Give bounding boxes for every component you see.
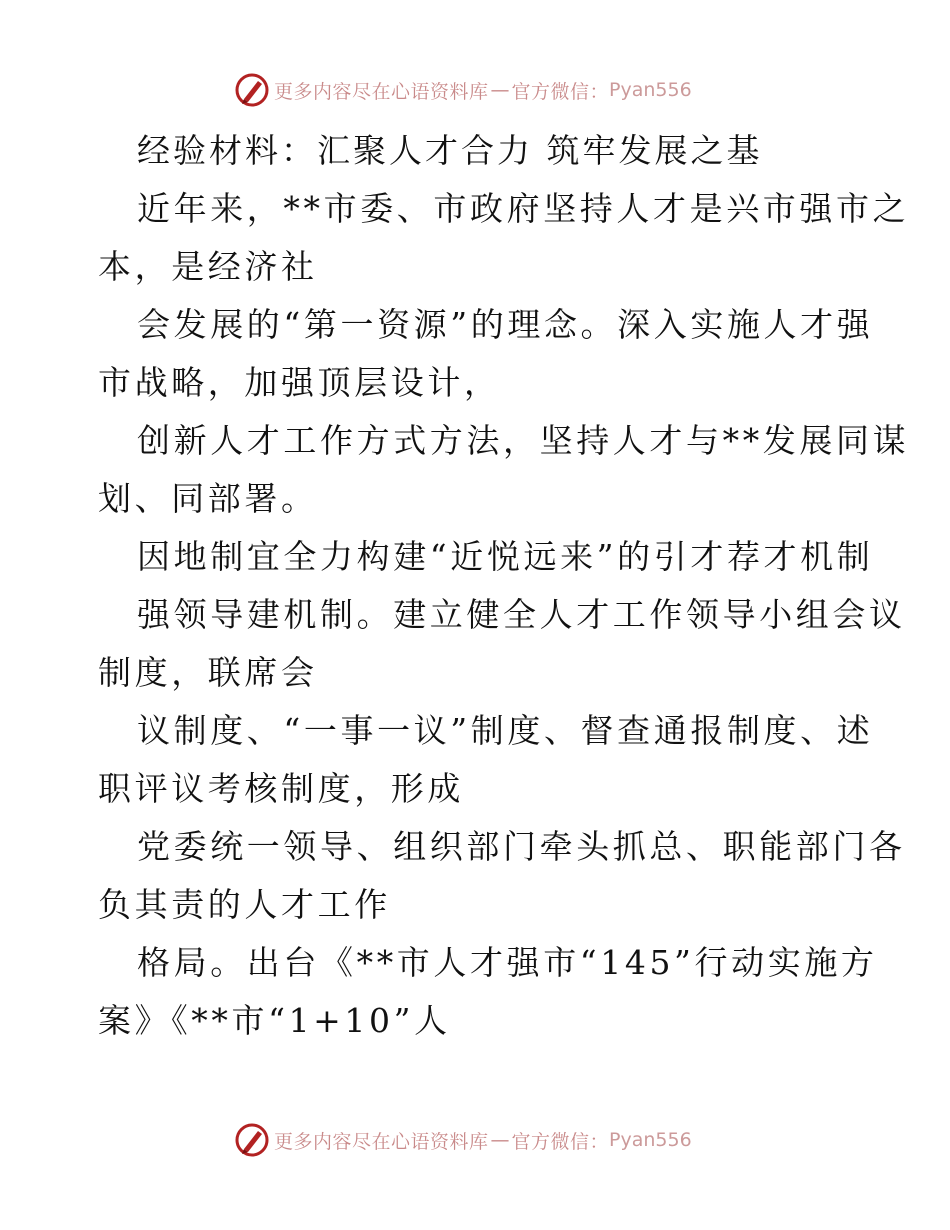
watermark-account: Pyan556 [609, 1129, 692, 1151]
watermark-text: 更多内容尽在心语资料库 [274, 80, 489, 103]
watermark-contact: 官方微信： [511, 80, 610, 103]
text-line: 创新人才工作方式方法，坚持人才与**发展同谋 [137, 421, 910, 460]
text-line: 党委统一领导、组织部门牵头抓总、职能部门各 [137, 827, 906, 866]
watermark-contact: 官方微信： [511, 1130, 610, 1153]
text-line: 本，是经济社 [98, 247, 318, 286]
watermark-separator: — [490, 79, 510, 101]
text-line: 格局。出台《**市人才强市“145”行动实施方 [137, 943, 878, 982]
footer-watermark [234, 1120, 692, 1160]
text-line: 近年来，**市委、市政府坚持人才是兴市强市之 [137, 189, 910, 228]
text-line: 负其责的人才工作 [98, 885, 391, 924]
pen-logo-icon [234, 72, 270, 108]
document-title: 经验材料：汇聚人才合力 筑牢发展之基 [137, 131, 763, 170]
text-line: 职评议考核制度，形成 [98, 769, 464, 808]
text-line: 制度，联席会 [98, 653, 318, 692]
header-watermark [234, 70, 692, 110]
text-line: 市战略，加强顶层设计， [98, 363, 501, 402]
text-line: 强领导建机制。建立健全人才工作领导小组会议 [137, 595, 906, 634]
document-body [98, 122, 910, 1050]
text-line: 案》《**市“1+10”人 [98, 1001, 451, 1040]
watermark-account: Pyan556 [609, 79, 692, 101]
pen-logo-icon [234, 1122, 270, 1158]
watermark-text: 更多内容尽在心语资料库 [274, 1130, 489, 1153]
text-line: 划、同部署。 [98, 479, 318, 518]
text-line: 议制度、“一事一议”制度、督查通报制度、述 [137, 711, 874, 750]
text-line: 因地制宜全力构建“近悦远来”的引才荐才机制 [137, 537, 874, 576]
text-line: 会发展的“第一资源”的理念。深入实施人才强 [137, 305, 874, 344]
watermark-separator: — [490, 1129, 510, 1151]
